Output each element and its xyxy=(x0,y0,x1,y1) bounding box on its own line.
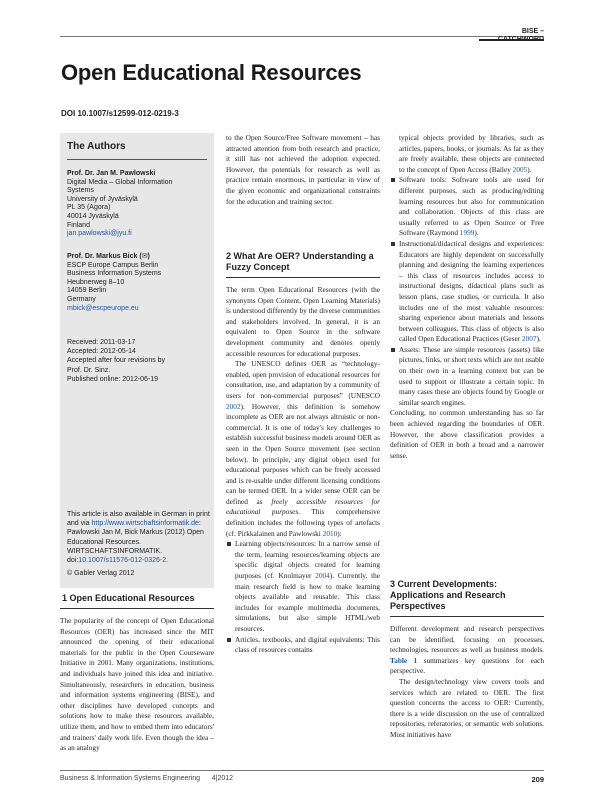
author-1-affil: Digital Media – Global Information xyxy=(67,178,173,186)
author-2-affil: 14059 Berlin xyxy=(67,287,107,295)
author-1-affil: PL 35 (Agora) xyxy=(67,204,111,212)
list-item: typical objects provided by libraries, such as articles, papers, books, or journals. As far as they are freely available, these objects are connected to the concept of Open Access (Bailey 2005). xyxy=(399,133,544,174)
doi: DOI 10.1007/s12599-012-0219-3 xyxy=(61,109,179,118)
author-2-affil: Germany xyxy=(67,295,96,303)
availability-note: This article is also available in German in print and via http://www.wirtschaftsinformatik.de: Pawlowski Jan M, Bick Markus (2012) Open Educational Resources. WIRTSCHAFTSINFORMATIK. doi:10.1007/s11576-012-0326-2. xyxy=(67,511,210,565)
section-2-heading: 2 What Are OER? Understanding a Fuzzy Concept xyxy=(226,251,374,272)
author-1-email-link[interactable]: jan.pawlowski@jyu.fi xyxy=(67,230,132,238)
oer-types-list xyxy=(226,539,380,656)
header-rule xyxy=(60,36,544,37)
section-1-body: The popularity of the concept of Open Educational Resources (OER) has increased since the MIT announced the opening of their educational materials for the public in the Open Courseware Initiative in 2001. Many organizations, institutions, and individuals have joined this idea and initiative. Simultaneously, researchers in education, business and information systems engineering (BISE), and other disciplines have developed concepts and solutions how to make these resources available, utilize them, and how to embed them into educators' and trainers' daily work life. Even though the idea – as an analogy xyxy=(60,616,214,753)
authors-box xyxy=(60,133,214,588)
conclusion-paragraph: Concluding, no common understanding has so far been achieved regarding the boundaries of OER. However, the above classification provides a definition of OER in both a broad and a narrower sense. xyxy=(390,408,544,460)
column-3-top xyxy=(390,133,544,461)
author-2-email-link[interactable]: mbick@escpeurope.eu xyxy=(67,304,139,312)
footer-journal: Business & Information Systems Engineering 4|2012 xyxy=(60,775,234,782)
authors-rule xyxy=(67,159,207,160)
authors-heading: The Authors xyxy=(67,141,126,152)
author-2-name: Prof. Dr. Markus Bick (✉) xyxy=(67,253,150,260)
author-2 xyxy=(67,253,212,313)
article-dates xyxy=(67,338,212,384)
author-1-affil: 40014 Jyväskylä xyxy=(67,212,119,220)
list-item: Learning objects/resources: In a narrow sense of the term, learning resources/learning objects are specific digital objects created for learning purposes (cf. Knolmayer 2004). Currently, the main research field is how to make learning objects available and reusable. This class includes for example multimedia documents, simulations, but also simple HTML/web resources. xyxy=(226,539,380,634)
copyright: © Gabler Verlag 2012 xyxy=(67,570,135,577)
section-3-heading: 3 Current Developments: Applications and Research Perspectives xyxy=(390,579,506,611)
section-tag: BISE – CATCHWORD xyxy=(479,28,544,41)
table-1-link[interactable]: Table 1 xyxy=(390,655,418,665)
list-item: Instructional/didactical designs and experiences: Educators are highly dependent on successfully planning and designing the learning experiences – this class of resources includes access to instructional designs, didactical plans such as lesson plans, case studies, or curricula. It also includes one of the most valuable resources: sharing experience about materials and lessons between colleagues. This class of objects is also called Open Educational Practices (Geser 2007). xyxy=(390,239,544,345)
footer-rule xyxy=(60,770,544,771)
author-1-affil: University of Jyväskylä xyxy=(67,195,138,203)
section-1-heading: 1 Open Educational Resources xyxy=(62,593,195,603)
author-1-name: Prof. Dr. Jan M. Pawlowski xyxy=(67,170,156,177)
oer-types-list-cont xyxy=(390,133,544,408)
list-item: Assets: These are simple resources (assets) like pictures, links, or short texts which are not usable on their own in a learning context but can be used to support or illustrate a certain topic. In many cases these are objects found by Google or similar search engines. xyxy=(390,345,544,409)
journal-website-link[interactable]: http://www.wirtschaftsinformatik.de xyxy=(91,520,199,528)
author-1-affil: Finland xyxy=(67,221,90,229)
column-2-top: to the Open Source/Free Software movement – has attracted attention from both research and practice, it still has not achieved the adoption expected. However, the potentials for research as well as practice remain enormous, in particular in view of the given economic and organizational constraints for the education and training sector. xyxy=(226,133,380,206)
article-title: Open Educational Resources xyxy=(61,60,362,85)
german-doi-link[interactable]: 10.1007/s11576-012-0326-2 xyxy=(78,557,167,565)
list-item: Software tools: Software tools are used for different purposes, such as producing/editing learning resources but also for communication and collaboration. Objects of this class are usually referred to as Open Source or Free Software (Raymond 1999). xyxy=(390,175,544,239)
section-2-rule xyxy=(226,277,380,278)
date-published: Published online: 2012-06-19 xyxy=(67,375,159,383)
revision-note: Accepted after four revisions by xyxy=(67,357,166,365)
section-3-rule xyxy=(390,616,544,617)
author-2-affil: Heubnerweg 8–10 xyxy=(67,278,125,286)
page-number: 209 xyxy=(531,775,544,784)
author-2-affil: ESCP Europe Campus Berlin xyxy=(67,261,159,269)
list-item: Articles, textbooks, and digital equivalents: This class of resources contains xyxy=(226,635,380,656)
date-accepted: Accepted: 2012-05-14 xyxy=(67,348,136,356)
date-received: Received: 2011-03-17 xyxy=(67,339,136,346)
section-3-body: Different development and research perspectives can be identified, focusing on processes, technologies, resources as well as business models. Table 1 summarizes key questions for each perspective. The design/technology view covers tools and services which are related to OER. The first question concerns the access to OER: Currently, there is a wide discussion on the use of centralized repositories, referatories, or semantic web solutions. Most initiatives have xyxy=(390,624,544,739)
revision-editor: Prof. Dr. Sinz. xyxy=(67,366,111,374)
section-1-rule xyxy=(60,608,214,609)
author-2-affil: Business Information Systems xyxy=(67,270,162,278)
author-1 xyxy=(67,170,212,239)
section-2-body: The term Open Educational Resources (with the synonyms Open Content, Open Learning Materials) is understood differently by the diverse communities and stakeholders involved. In general, it is an equivalent to Open Source in the software development community and denotes openly accessible resources for educational purposes. The UNESCO defines OER as “technology-enabled, open provision of educational resources for consultation, use, and adaptation by a community of users for non-commercial purposes” (UNESCO 2002). However, this definition is somehow incomplete as OER are not always altruistic or non-commercial. It is one of today's key challenges to establish successful business models around OER as seen in the Open Source movement (see section below). In principle, any digital object used for educational purposes which can be freely accessed and is re-usable under different licensing conditions can be termed OER. In a wider sense OER can be defined as freely accessible resources for educational purposes. This comprehensive definition includes the following types of artefacts (cf. Pirkkalainen and Pawlowski 2010): Learning objects/resources: In a narrow sense of the term, learning resources/learning objects are specific digital objects created for learning purposes (cf. Knolmayer 2004). Currently, the main research field is how to make learning objects available and reusable. This class includes for example multimedia documents, simulations, but also simple HTML/web resources. Articles, textbooks, and digital equivalents: This class of resources contains xyxy=(226,285,380,655)
footer-issue: 4|2012 xyxy=(211,775,234,782)
author-1-affil: Systems xyxy=(67,187,94,195)
